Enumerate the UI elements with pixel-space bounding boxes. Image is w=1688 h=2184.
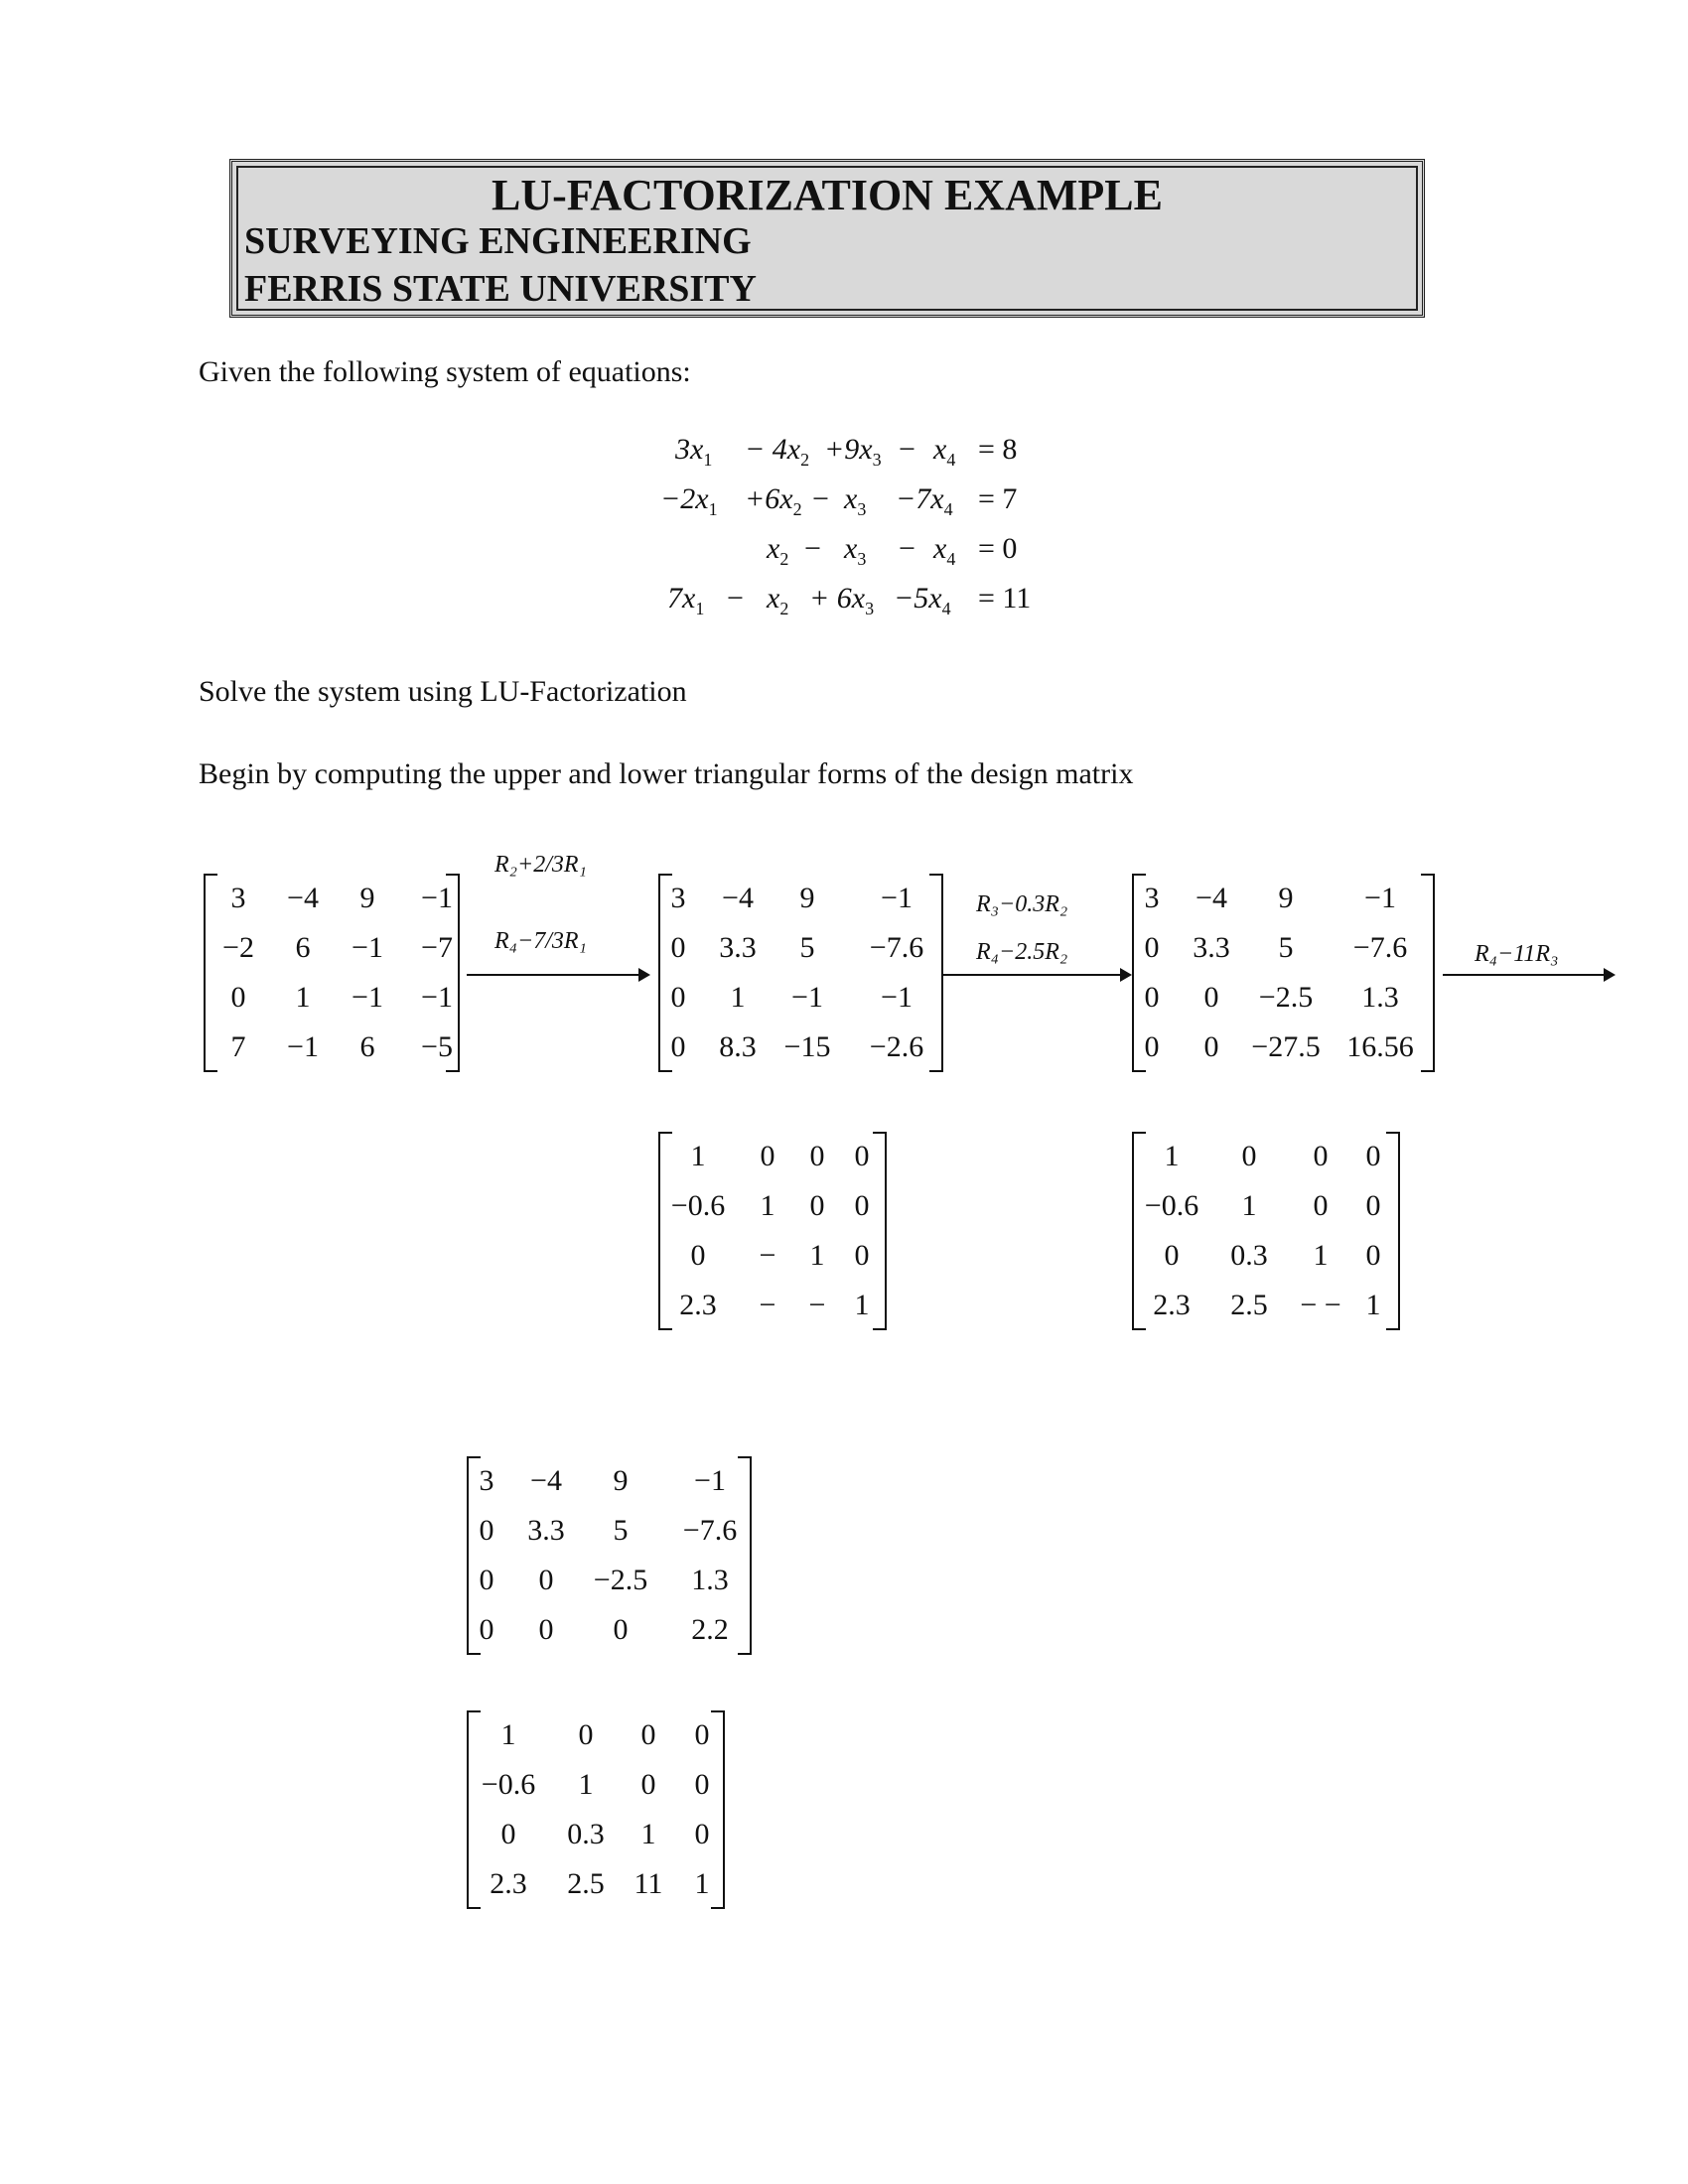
matrix-u1	[658, 874, 943, 1072]
matrix-u2	[1132, 874, 1435, 1072]
matrix-cell: 3	[230, 882, 246, 914]
matrix-cell: −	[759, 1239, 776, 1272]
matrix-cell: 0	[690, 1239, 706, 1272]
matrix-cell: −0.6	[481, 1768, 536, 1801]
matrix-cell: 0	[479, 1514, 494, 1547]
matrix-cell: −0.6	[1144, 1189, 1199, 1222]
matrix-cell: 0	[538, 1613, 554, 1646]
matrix-cell: 3.3	[1193, 931, 1230, 964]
matrix-cell: 1	[1241, 1189, 1257, 1222]
matrix-cell: − −	[1300, 1289, 1341, 1321]
operation-1b: R₄−7/3R₁	[494, 928, 587, 954]
matrix-cell: 0	[1144, 981, 1160, 1014]
matrix-cell: 3.3	[719, 931, 757, 964]
matrix-cell: 3	[1144, 882, 1160, 914]
operation-3: R₄−11R₃	[1475, 941, 1559, 967]
matrix-cell: 1	[578, 1768, 594, 1801]
equation-3: $x_2$ − $x_3$ − $x_4$ = 0	[767, 532, 1018, 569]
matrix-cell: −4	[1196, 882, 1227, 914]
begin-text: Begin by computing the upper and lower triangular forms of the design matrix	[199, 757, 1134, 790]
department-label: SURVEYING ENGINEERING	[244, 220, 752, 262]
matrix-cell: 2.5	[567, 1867, 605, 1900]
matrix-cell: 6	[359, 1030, 375, 1063]
matrix-cell: 2.5	[1230, 1289, 1268, 1321]
matrix-cell: −1	[421, 882, 453, 914]
operation-1a: R₂+2/3R₁	[494, 852, 587, 878]
matrix-cell: 1.3	[691, 1564, 729, 1596]
matrix-cell: −1	[791, 981, 823, 1014]
matrix-cell: −1	[287, 1030, 319, 1063]
matrix-cell: 0	[1313, 1140, 1329, 1172]
matrix-cell: 0	[854, 1189, 870, 1222]
matrix-cell: 0	[670, 1030, 686, 1063]
matrix-cell: 0	[854, 1140, 870, 1172]
solve-text: Solve the system using LU-Factorization	[199, 675, 687, 708]
matrix-cell: −27.5	[1251, 1030, 1321, 1063]
matrix-cell: 0	[1144, 1030, 1160, 1063]
intro-text: Given the following system of equations:	[199, 355, 691, 388]
matrix-cell: −2.6	[869, 1030, 924, 1063]
university-label: FERRIS STATE UNIVERSITY	[244, 268, 757, 310]
matrix-cell: 0	[613, 1613, 629, 1646]
matrix-cell: 5	[1278, 931, 1294, 964]
matrix-cell: −1	[421, 981, 453, 1014]
matrix-cell: 0	[640, 1718, 656, 1751]
matrix-cell: −1	[694, 1464, 726, 1497]
matrix-cell: −7.6	[869, 931, 924, 964]
matrix-cell: 9	[613, 1464, 629, 1497]
matrix-cell: 0	[854, 1239, 870, 1272]
matrix-cell: 0	[479, 1564, 494, 1596]
matrix-cell: 1	[854, 1289, 870, 1321]
matrix-cell: 1	[730, 981, 746, 1014]
matrix-cell: 0	[578, 1718, 594, 1751]
matrix-cell: −1	[1364, 882, 1396, 914]
matrix-cell: −2.5	[1258, 981, 1314, 1014]
matrix-cell: 0	[1365, 1239, 1381, 1272]
matrix-cell: 7	[230, 1030, 246, 1063]
matrix-l1	[658, 1132, 887, 1330]
matrix-cell: 5	[613, 1514, 629, 1547]
matrix-cell: 0	[479, 1613, 494, 1646]
matrix-cell: 3	[479, 1464, 494, 1497]
matrix-cell: 3	[670, 882, 686, 914]
matrix-cell: 1	[760, 1189, 775, 1222]
matrix-cell: 1	[295, 981, 311, 1014]
matrix-cell: 11	[633, 1867, 663, 1900]
matrix-cell: 2.3	[1153, 1289, 1191, 1321]
matrix-cell: −4	[287, 882, 319, 914]
matrix-cell: −4	[722, 882, 754, 914]
arrow-step-3	[1443, 968, 1616, 982]
arrow-step-1	[467, 968, 650, 982]
matrix-cell: −5	[421, 1030, 453, 1063]
equation-1: $3x_1$ − $4x_2$ $+9x_3$ − $x_4$ = 8	[675, 433, 1018, 470]
matrix-cell: 0	[1365, 1189, 1381, 1222]
matrix-cell: 0	[694, 1818, 710, 1850]
operation-2b: R₄−2.5R₂	[976, 939, 1068, 965]
matrix-cell: −15	[783, 1030, 831, 1063]
matrix-cell: 0	[694, 1768, 710, 1801]
matrix-cell: −2.5	[593, 1564, 648, 1596]
equation-4: $7x_1$ − $x_2$ + $6x_3$ $-5x_4$ = 11	[667, 582, 1032, 618]
matrix-cell: −4	[530, 1464, 562, 1497]
matrix-cell: 9	[359, 882, 375, 914]
matrix-cell: −7.6	[1352, 931, 1408, 964]
matrix-cell: 0	[230, 981, 246, 1014]
matrix-cell: 5	[799, 931, 815, 964]
matrix-cell: 0.3	[1230, 1239, 1268, 1272]
matrix-cell: 2.3	[679, 1289, 717, 1321]
matrix-cell: 1	[1313, 1239, 1329, 1272]
matrix-cell: 1	[694, 1867, 710, 1900]
matrix-l	[467, 1710, 725, 1909]
matrix-cell: 9	[1278, 882, 1294, 914]
matrix-cell: −0.6	[670, 1189, 726, 1222]
matrix-cell: 0	[1164, 1239, 1180, 1272]
title-box	[229, 159, 1425, 318]
matrix-cell: 0	[538, 1564, 554, 1596]
matrix-cell: −1	[881, 981, 913, 1014]
matrix-cell: 0	[670, 931, 686, 964]
matrix-cell: 0.3	[567, 1818, 605, 1850]
matrix-cell: 1	[690, 1140, 706, 1172]
matrix-cell: 0	[809, 1140, 825, 1172]
matrix-cell: 0	[1203, 1030, 1219, 1063]
matrix-cell: 9	[799, 882, 815, 914]
document-title: LU-FACTORIZATION EXAMPLE	[492, 171, 1163, 219]
matrix-cell: 0	[500, 1818, 516, 1850]
matrix-cell: 0	[1203, 981, 1219, 1014]
matrix-cell: −2	[222, 931, 254, 964]
matrix-cell: 1	[500, 1718, 516, 1751]
matrix-cell: 0	[1144, 931, 1160, 964]
matrix-cell: −1	[352, 981, 383, 1014]
matrix-cell: 1	[1164, 1140, 1180, 1172]
matrix-u	[467, 1456, 752, 1655]
matrix-cell: 2.3	[490, 1867, 527, 1900]
matrix-cell: 0	[640, 1768, 656, 1801]
operation-2a: R₃−0.3R₂	[976, 891, 1068, 917]
arrow-step-2	[943, 968, 1132, 982]
matrix-cell: 6	[295, 931, 311, 964]
matrix-cell: 1	[1365, 1289, 1381, 1321]
matrix-cell: 1	[809, 1239, 825, 1272]
matrix-cell: −7	[421, 931, 453, 964]
matrix-cell: −	[759, 1289, 776, 1321]
matrix-a	[204, 874, 460, 1072]
equation-system	[645, 433, 1082, 641]
matrix-cell: 1.3	[1361, 981, 1399, 1014]
matrix-cell: 0	[809, 1189, 825, 1222]
equation-2: $-2x_1$ $+6x_2$ − $x_3$ $-7x_4$ = 7	[660, 482, 1018, 519]
matrix-cell: −1	[881, 882, 913, 914]
matrix-cell: 0	[760, 1140, 775, 1172]
matrix-cell: 0	[670, 981, 686, 1014]
matrix-cell: 0	[694, 1718, 710, 1751]
matrix-cell: −	[808, 1289, 826, 1321]
matrix-cell: 16.56	[1346, 1030, 1414, 1063]
matrix-cell: 0	[1365, 1140, 1381, 1172]
matrix-cell: 0	[1313, 1189, 1329, 1222]
matrix-l2	[1132, 1132, 1400, 1330]
matrix-cell: −7.6	[682, 1514, 738, 1547]
matrix-cell: 1	[640, 1818, 656, 1850]
matrix-cell: 2.2	[691, 1613, 729, 1646]
matrix-cell: 0	[1241, 1140, 1257, 1172]
matrix-cell: 3.3	[527, 1514, 565, 1547]
matrix-cell: −1	[352, 931, 383, 964]
matrix-cell: 8.3	[719, 1030, 757, 1063]
